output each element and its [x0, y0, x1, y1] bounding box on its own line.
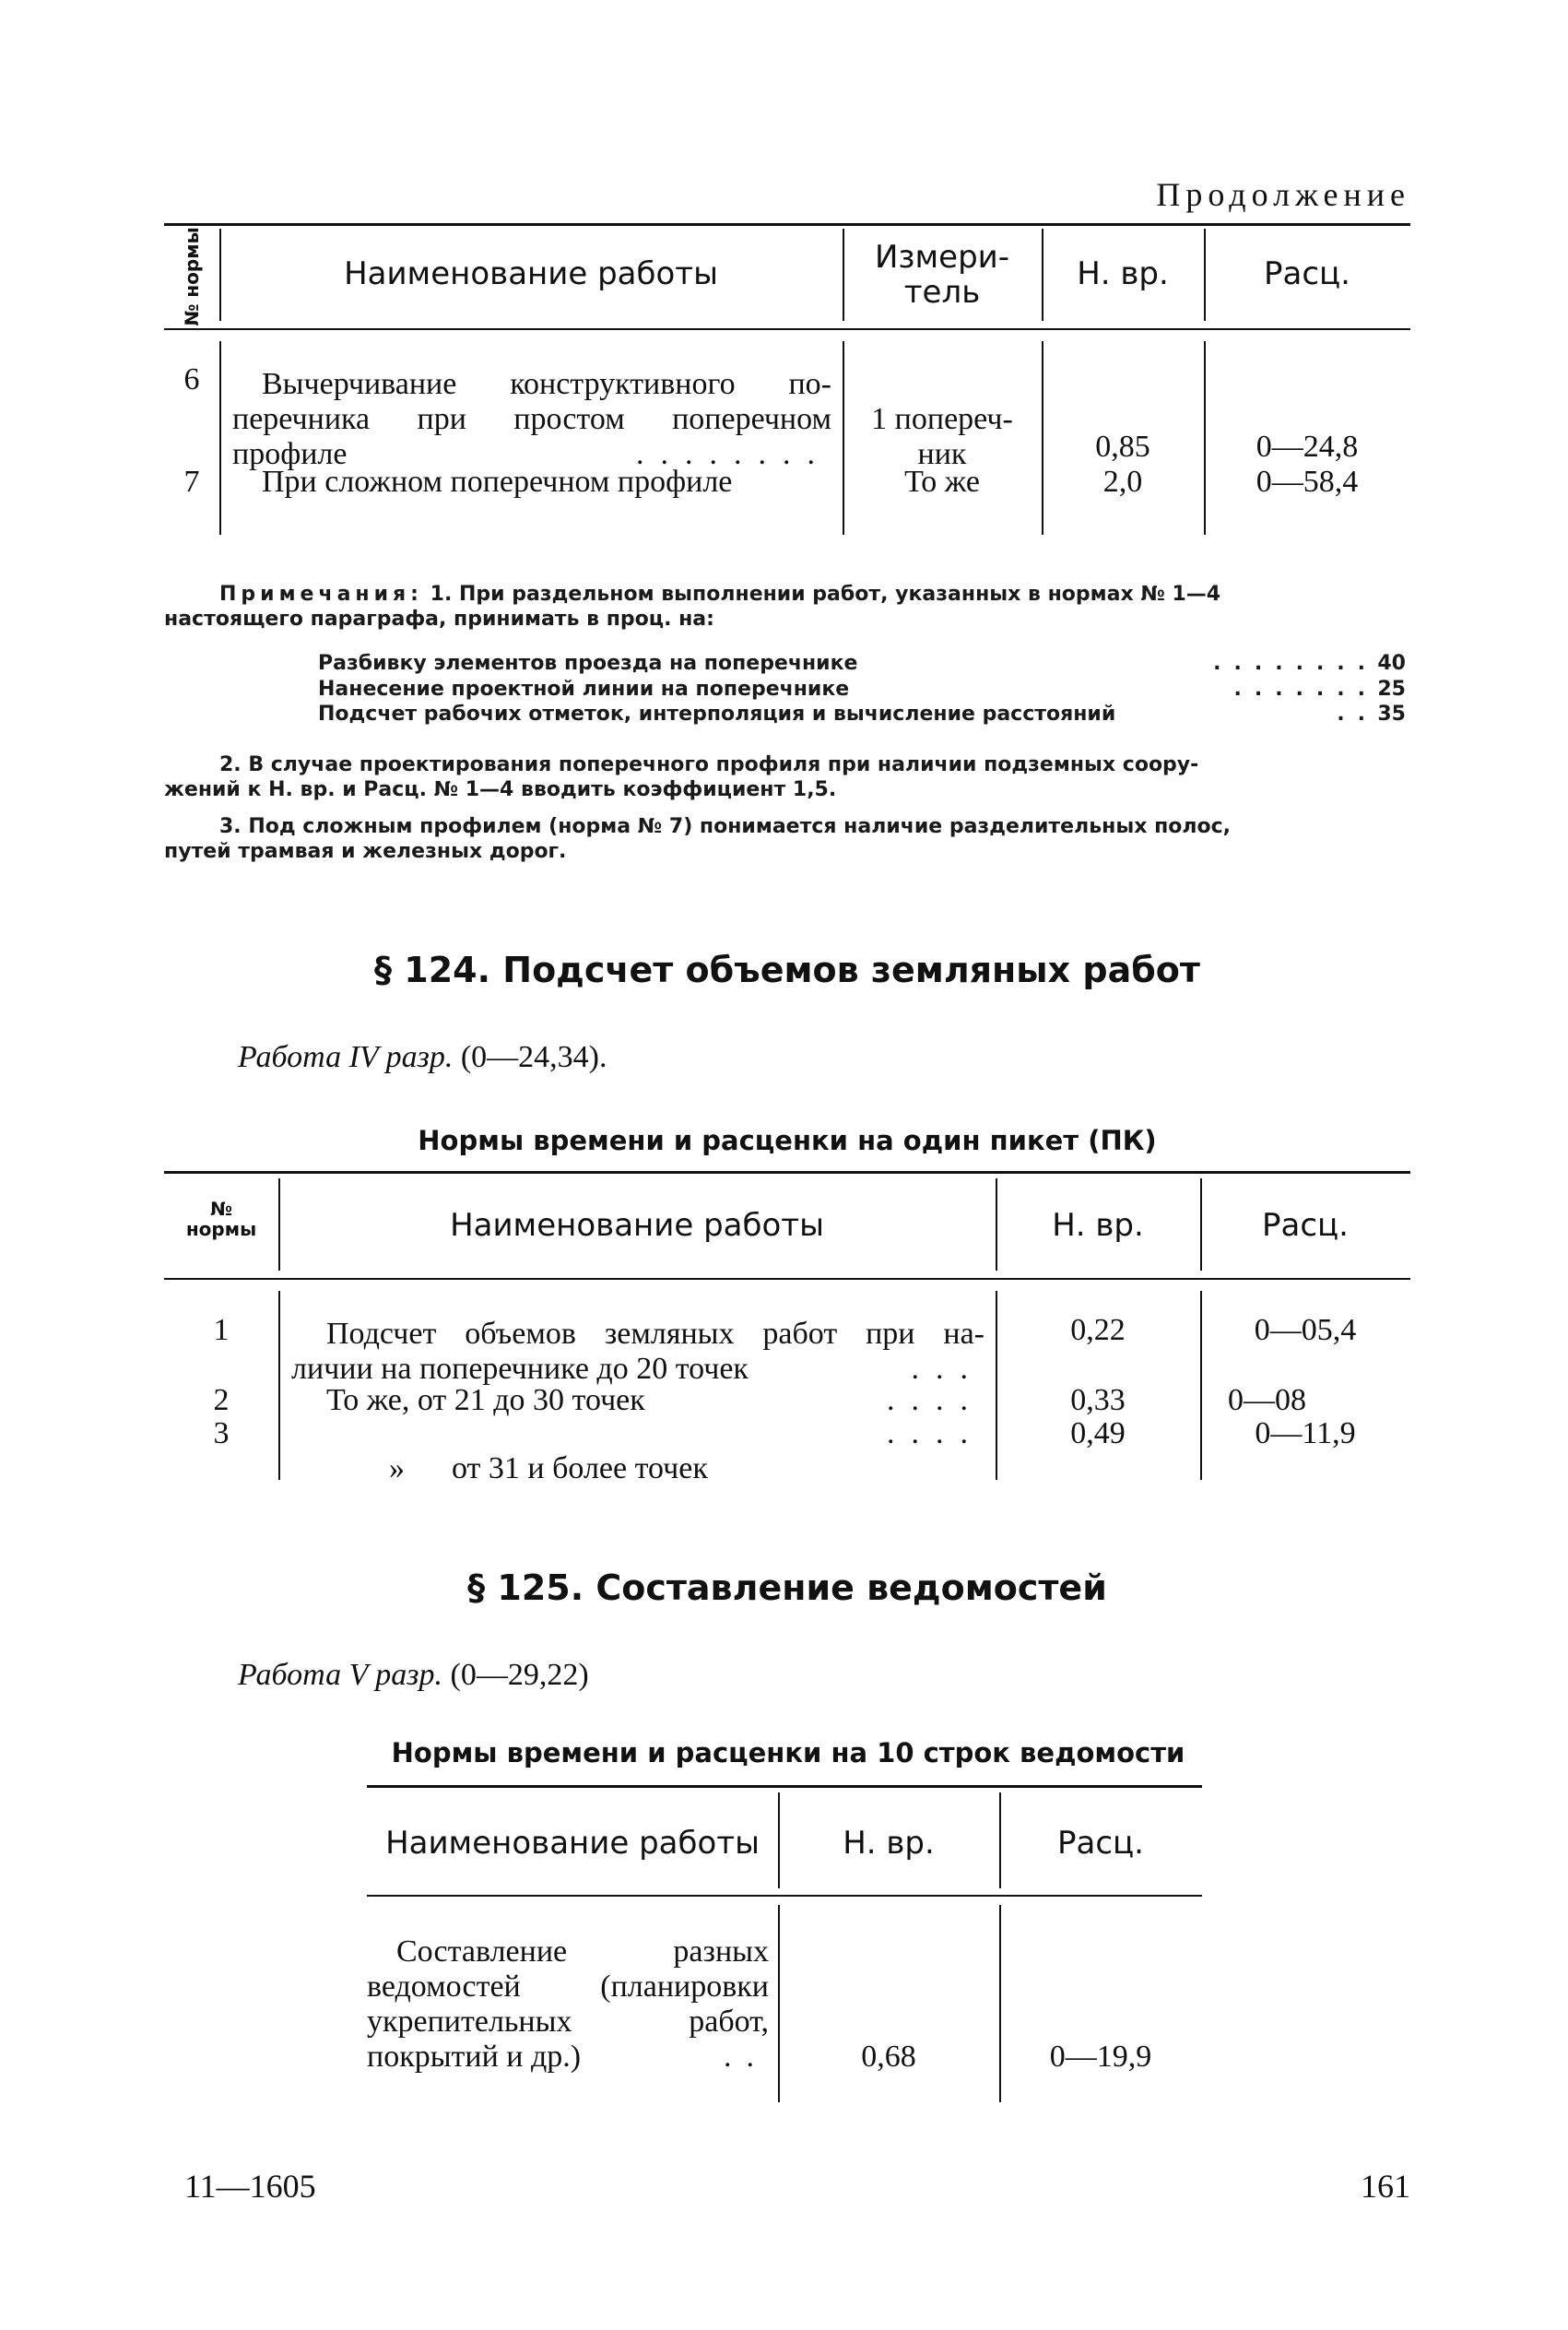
- header-name: Наименование работы: [385, 1825, 760, 1862]
- section-125-subtitle: Нормы времени и расценки на 10 строк ведомости: [391, 1737, 1185, 1768]
- row-name-line1: Составление разных: [396, 1934, 769, 1969]
- header-num-line1: №: [209, 1198, 233, 1220]
- row-name-line2-wrap: [291, 1352, 984, 1387]
- row-name-line1: То же, от 21 до 30 точек: [326, 1383, 645, 1417]
- header-num-line2: нормы: [185, 1218, 257, 1240]
- table-row-name: [291, 1383, 984, 1418]
- row-name-line4-wrap: [367, 2040, 769, 2075]
- row6-num: 6: [183, 362, 200, 396]
- leader-dots: ..: [724, 2040, 769, 2074]
- header-rate: Расц.: [1057, 1825, 1144, 1862]
- header-time: Н. вр.: [1077, 255, 1169, 292]
- leader-dots: ....: [887, 1383, 984, 1417]
- work-grade-label: Работа V разр.: [238, 1658, 443, 1692]
- note-item-label: Нанесение проектной линии на поперечнике: [318, 678, 850, 701]
- note-item-value: 25: [1377, 678, 1406, 701]
- table-row-name: [291, 1317, 984, 1387]
- row-name-wrap: [291, 1416, 984, 1556]
- table-top-rule: [367, 1785, 1202, 1788]
- leader-dots: .......: [1233, 678, 1378, 701]
- row6-unit: [843, 402, 1042, 472]
- row6-name-line1: Вычерчивание конструктивного по-: [262, 367, 831, 401]
- leader-dots: ........: [636, 437, 831, 471]
- note-item-label: Разбивку элементов проезда на поперечнике: [318, 652, 858, 675]
- table-top-rule: [164, 223, 1410, 226]
- row-name-line2: личии на поперечнике до 20 точек: [291, 1352, 749, 1386]
- note2-line2: жений к Н. вр. и Расц. № 1—4 вводить коэффициент 1,5.: [164, 778, 837, 801]
- table-row-rate: 0—11,9: [1255, 1416, 1356, 1450]
- table-row-num: 1: [213, 1313, 230, 1347]
- work-grade-rate: (0—24,34).: [460, 1040, 607, 1074]
- work-grade-label: Работа IV разр.: [238, 1040, 454, 1074]
- table-row-time: 0,49: [1070, 1416, 1126, 1450]
- leader-dots: ...: [911, 1352, 984, 1386]
- running-head: Продолжение: [1156, 176, 1410, 213]
- table-row-time: 0,33: [1070, 1383, 1126, 1417]
- row7-unit: То же: [904, 465, 980, 499]
- row7-name: При сложном поперечном профиле: [262, 465, 733, 499]
- col-divider: [219, 341, 221, 535]
- row-name-line1: » от 31 и более точек: [389, 1451, 708, 1485]
- header-unit: [843, 240, 1042, 310]
- header-unit-line1: Измери-: [874, 239, 1010, 276]
- row7-time: 2,0: [1102, 465, 1143, 499]
- section-124-title: § 124. Подсчет объемов земляных работ: [374, 950, 1200, 990]
- table-header-rule: [164, 328, 1410, 330]
- table-row-rate: 0—05,4: [1254, 1313, 1357, 1347]
- row6-unit-line1: 1 попереч-: [871, 402, 1013, 436]
- row7-rate: 0—58,4: [1256, 465, 1359, 499]
- row-name-line1: Подсчет объемов земляных работ при на-: [326, 1317, 984, 1351]
- row6-name: [232, 367, 831, 472]
- header-name: Наименование работы: [344, 255, 718, 292]
- header-rate: Расц.: [1264, 255, 1350, 292]
- table-row-rate: 0—08: [1228, 1383, 1306, 1417]
- note3-line2: путей трамвая и железных дорог.: [164, 840, 567, 863]
- header-num-cell: [164, 227, 219, 326]
- header-num: [164, 1199, 278, 1239]
- row7-num: 7: [183, 465, 200, 499]
- header-rate: Расц.: [1262, 1207, 1349, 1244]
- table-row-time: 0,68: [861, 2040, 916, 2074]
- section-125-work-grade: [238, 1658, 975, 1693]
- header-time: Н. вр.: [843, 1825, 935, 1862]
- row6-unit-line2: ник: [917, 437, 967, 471]
- note-item-value: 40: [1377, 652, 1406, 675]
- page-number: 161: [1361, 2168, 1410, 2205]
- row6-name-line3: профиле: [232, 437, 348, 471]
- note-item-label: Подсчет рабочих отметок, интерполяция и вычисление расстояний: [318, 703, 1116, 726]
- leader-dots: ....: [887, 1416, 984, 1450]
- note1-cont: настоящего параграфа, принимать в проц. на:: [164, 608, 714, 631]
- section-124-subtitle: Нормы времени и расценки на один пикет (ПК): [418, 1125, 1157, 1156]
- table-row-time: 0,22: [1070, 1313, 1126, 1347]
- leader-dots: ........: [1213, 652, 1378, 675]
- row6-time: 0,85: [1095, 430, 1150, 464]
- table-row-name: [291, 1416, 984, 1556]
- work-grade-rate: (0—29,22): [450, 1658, 589, 1692]
- table-row-num: 2: [213, 1383, 230, 1417]
- table-header-rule: [164, 1278, 1410, 1280]
- header-time: Н. вр.: [1052, 1207, 1144, 1244]
- table-row-num: 3: [213, 1416, 230, 1450]
- table-row-name: [367, 1934, 769, 2075]
- row-name-wrap: [291, 1383, 984, 1418]
- footer-signature: 11—1605: [184, 2168, 316, 2205]
- table-row-rate: 0—19,9: [1049, 2040, 1152, 2074]
- row-name-line2: ведомостей (планировки: [367, 1969, 769, 2004]
- note1: 1. При раздельном выполнении работ, указанных в нормах № 1—4: [430, 583, 1221, 606]
- notes-label: Примечания:: [219, 583, 423, 606]
- leader-dots: ..: [1337, 703, 1378, 726]
- header-name: Наименование работы: [450, 1207, 824, 1244]
- row6-rate: 0—24,8: [1256, 430, 1359, 464]
- note2-line1: 2. В случае проектирования поперечного профиля при наличии подземных соору-: [219, 753, 1199, 776]
- table-header-rule: [367, 1895, 1202, 1897]
- section-125-title: § 125. Составление ведомостей: [467, 1567, 1107, 1608]
- row-name-line3: укрепительных работ,: [367, 2005, 769, 2039]
- header-num: № нормы: [181, 227, 203, 326]
- note1-line: [219, 582, 1410, 607]
- row6-name-line2: перечника при простом поперечном: [232, 402, 831, 436]
- row-name-line4: покрытий и др.): [367, 2040, 582, 2074]
- header-unit-line2: тель: [903, 274, 981, 311]
- col-divider: [278, 1291, 280, 1480]
- section-124-work-grade: [238, 1040, 975, 1075]
- note3-line1: 3. Под сложным профилем (норма № 7) понимается наличие разделительных полос,: [219, 815, 1232, 838]
- table-top-rule: [164, 1171, 1410, 1174]
- note-item-value: 35: [1377, 703, 1406, 726]
